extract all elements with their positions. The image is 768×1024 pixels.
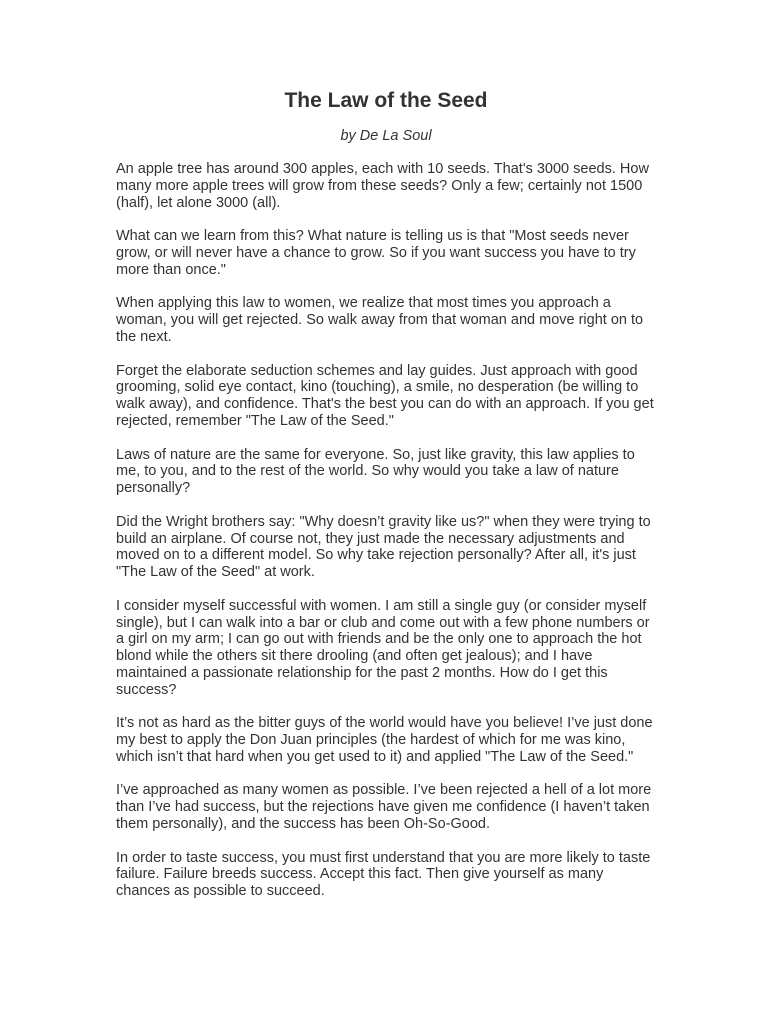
paragraph-9: I’ve approached as many women as possible. I’ve been rejected a hell of a lot more than I’ve had success, but the rejections have given me confidence (I haven’t taken them personally), and the success has been Oh-So-Good. — [116, 782, 652, 833]
paragraph-2: What can we learn from this? What nature is telling us is that "Most seeds never grow, or will never have a chance to grow. So if you want success you have to try more than once." — [116, 228, 636, 278]
paragraph-3: When applying this law to women, we realize that most times you approach a woman, you will get rejected. So walk away from that woman and move right on to the next. — [116, 295, 644, 345]
paragraph-6: Did the Wright brothers say: "Why doesn’t gravity like us?" when they were trying to build an airplane. Of course not, they just made the necessary adjustments and moved on to a different model. So why take rejection personally? After all, it's just "The Law of the Seed" at work. — [116, 513, 651, 581]
paragraph-8: It’s not as hard as the bitter guys of the world would have you believe! I’ve just done my best to apply the Don Juan principles (the hardest of which for me was kino, which isn’t that hard when you get used to it) and applied "The Law of the Seed." — [116, 715, 653, 765]
article-text — [116, 161, 656, 900]
document-title: The Law of the Seed — [284, 89, 488, 112]
paragraph-1: An apple tree has around 300 apples, each with 10 seeds. That's 3000 seeds. How many more apple trees will grow from these seeds? Only a few; certainly not 1500 (half), let alone 3000 (all). — [116, 161, 649, 211]
paragraph-4: Forget the elaborate seduction schemes and lay guides. Just approach with good grooming, solid eye contact, kino (touching), a smile, no desperation (be willing to walk away), and confidence. That's the best you can do with an approach. If you get rejected, remember "The Law of the Seed." — [116, 362, 654, 429]
document-body — [116, 88, 656, 917]
paragraph-7: I consider myself successful with women. I am still a single guy (or consider myself single), but I can walk into a bar or club and come out with a few phone numbers or a girl on my arm; I can go out with friends and be the only one to approach the hot blond while the others sit there drooling (and often get jealous); and I have maintained a passionate relationship for the past 2 months. How do I get this success? — [116, 597, 650, 698]
paragraph-5: Laws of nature are the same for everyone. So, just like gravity, this law applies to me, to you, and to the rest of the world. So why would you take a law of nature personally? — [116, 446, 635, 497]
paragraph-10: In order to taste success, you must first understand that you are more likely to taste failure. Failure breeds success. Accept this fact. Then give yourself as many chances as possible to succeed. — [116, 849, 651, 900]
author-byline: by De La Soul — [340, 128, 432, 144]
